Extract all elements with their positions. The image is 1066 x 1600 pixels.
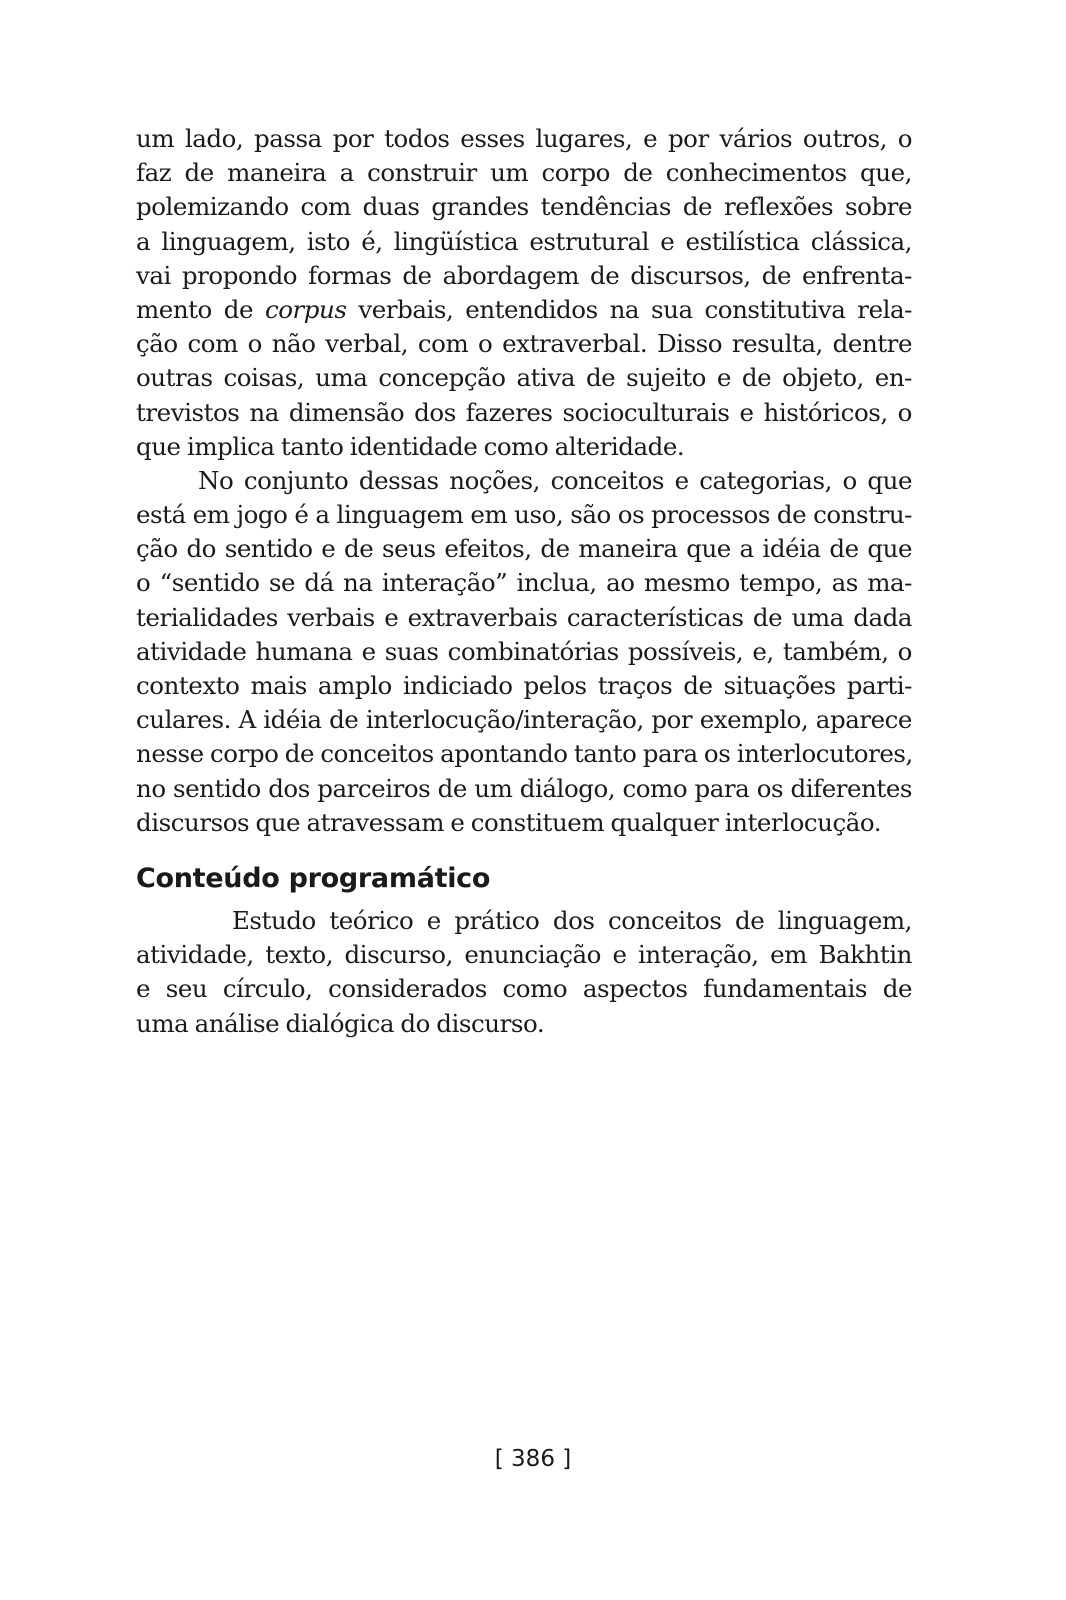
page-number: [ 386 ] <box>494 1446 572 1472</box>
text-line: que implica tanto identidade como alteridade. <box>136 431 685 461</box>
text-line: uma análise dialógica do discurso. <box>136 1008 545 1038</box>
text-line: vai propondo formas de abordagem de discursos, de enfrenta- <box>136 260 912 290</box>
section-heading: Conteúdo programático <box>136 862 491 894</box>
text-line: um lado, passa por todos esses lugares, e por vários outros, o <box>136 124 912 153</box>
text-line: a linguagem, isto é, lingüística estrutural e estilística clássica, <box>136 226 912 256</box>
italic-term: corpus <box>264 294 347 324</box>
text-line: outras coisas, uma concepção ativa de sujeito e de objeto, en- <box>136 363 912 393</box>
text-line: contexto mais amplo indiciado pelos traços de situações parti- <box>136 671 912 700</box>
text-line: trevistos na dimensão dos fazeres socioculturais e históricos, o <box>136 397 912 427</box>
text-segment: mento de <box>136 294 265 324</box>
text-line: ção com o não verbal, com o extraverbal. Disso resulta, dentre <box>136 329 912 359</box>
text-line: discursos que atravessam e constituem qualquer interlocução. <box>136 807 882 837</box>
text-line <box>136 293 912 327</box>
text-segment: verbais, entendidos na sua constitutiva rela- <box>346 294 912 324</box>
text-line: atividade humana e suas combinatórias possíveis, e, também, o <box>136 636 912 666</box>
text-line: atividade, texto, discurso, enunciação e interação, em Bakhtin <box>136 940 912 970</box>
text-line: No conjunto dessas noções, conceitos e categorias, o que <box>198 465 912 495</box>
paragraph-1 <box>136 122 912 464</box>
text-line: culares. A idéia de interlocução/interação, por exemplo, aparece <box>136 705 912 735</box>
text-line: o “sentido se dá na interação” inclua, ao mesmo tempo, as ma- <box>136 568 912 598</box>
paragraph-2 <box>136 464 912 840</box>
section-paragraph <box>136 904 912 1041</box>
text-line: e seu círculo, considerados como aspectos fundamentais de <box>136 974 912 1004</box>
text-line: faz de maneira a construir um corpo de conhecimentos que, <box>136 158 912 188</box>
page-body <box>136 122 912 1041</box>
text-line: Estudo teórico e prático dos conceitos de linguagem, <box>232 905 912 935</box>
text-line: polemizando com duas grandes tendências de reflexões sobre <box>136 192 912 222</box>
text-line: nesse corpo de conceitos apontando tanto para os interlocutores, <box>136 739 913 769</box>
text-line: terialidades verbais e extraverbais características de uma dada <box>136 602 912 632</box>
text-line: está em jogo é a linguagem em uso, são os processos de constru- <box>136 500 912 530</box>
text-line: no sentido dos parceiros de um diálogo, como para os diferentes <box>136 773 912 803</box>
text-line: ção do sentido e de seus efeitos, de maneira que a idéia de que <box>136 534 912 564</box>
